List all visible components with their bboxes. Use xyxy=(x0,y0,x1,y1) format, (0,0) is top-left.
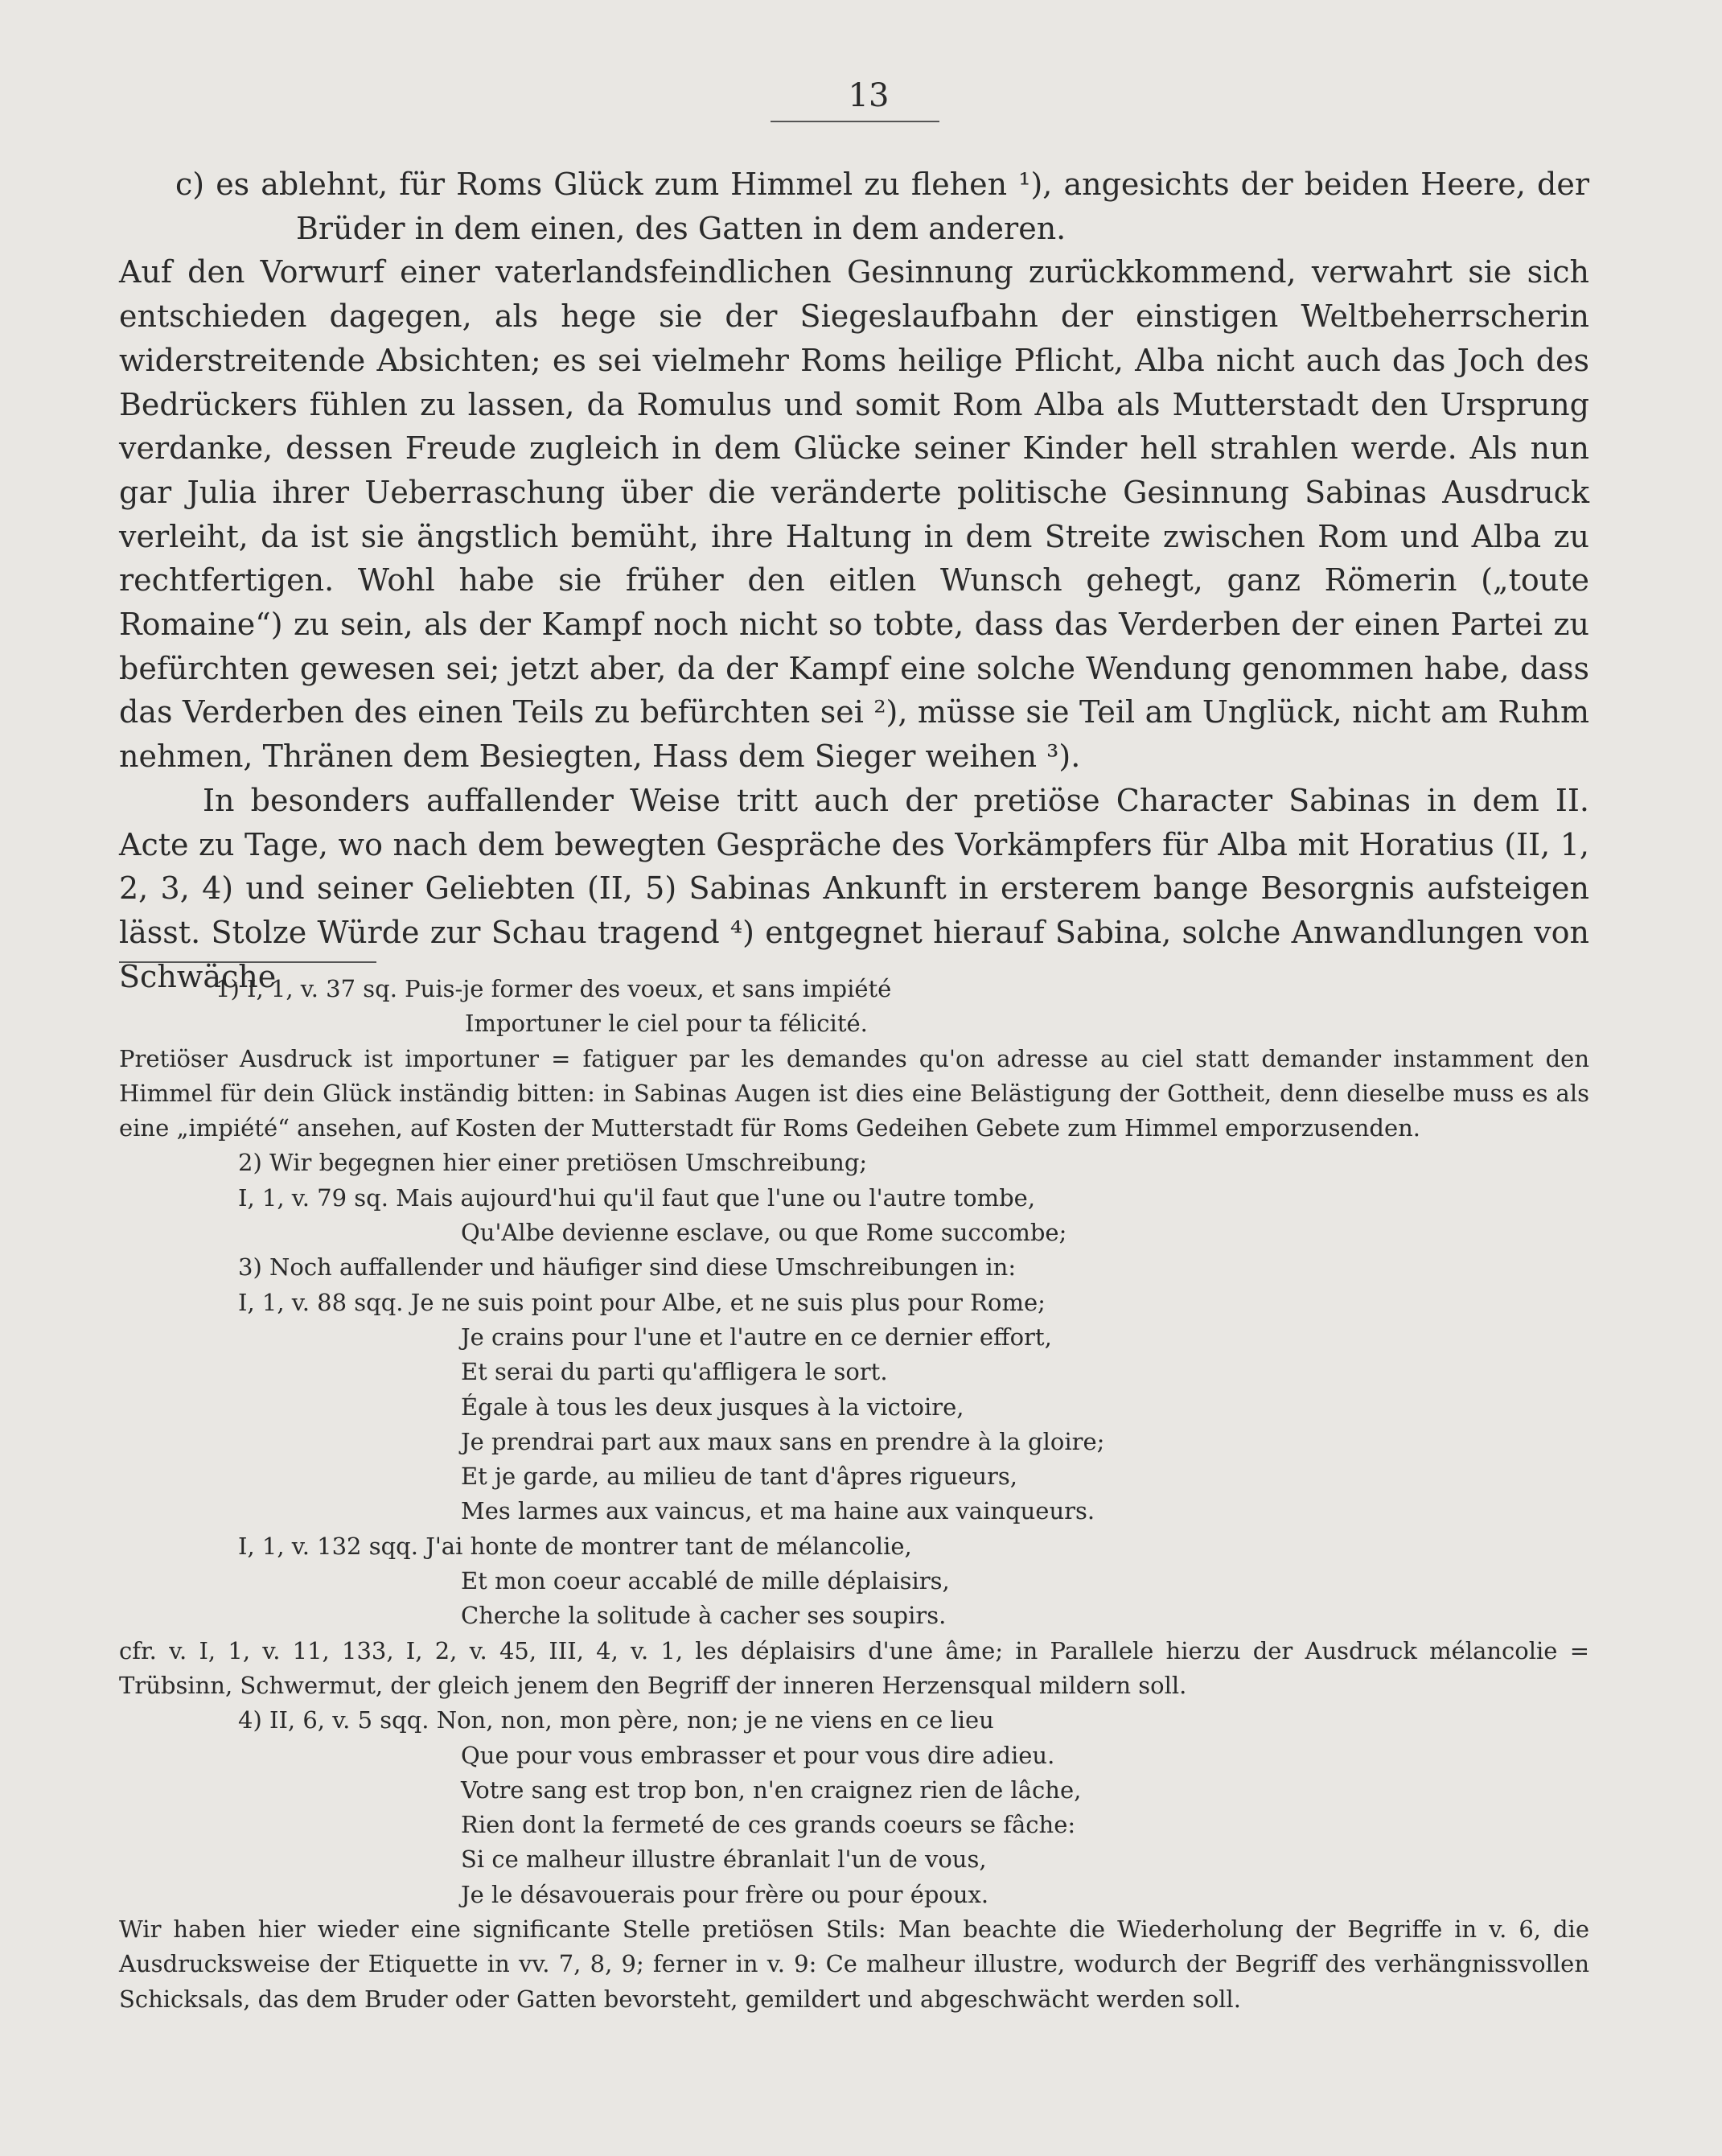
footnote-3b-ref: I, 1, v. 132 sqq. xyxy=(238,1532,418,1560)
footnote-2-ref: I, 1, v. 79 sq. xyxy=(238,1183,388,1212)
footnote-3b-quote-2: Et mon coeur accablé de mille déplaisirs, xyxy=(461,1567,950,1595)
footnote-4-quote-4: Rien dont la fermeté de ces grands coeurs se fâche: xyxy=(461,1811,1076,1839)
paragraph-c: c) es ablehnt, für Roms Glück zum Himmel zu flehen ¹), angesichts der beiden Heere, der Brüder in dem einen, des Gatten in dem anderen. xyxy=(175,167,1589,246)
footnotes xyxy=(119,972,1589,2017)
footnote-3-quote-2: Je crains pour l'une et l'autre en ce dernier effort, xyxy=(461,1323,1052,1351)
paragraph-1: Auf den Vorwurf einer vaterlandsfeindlichen Gesinnung zurückkommend, verwahrt sie sich entschieden dagegen, als hege sie der Siegeslaufbahn der einstigen Weltbeherrscherin widerstreitende Absichten; es sei vielmehr Roms heilige Pflicht, Alba nicht auch das Joch des Bedrückers fühlen zu lassen, da Romulus und somit Rom Alba als Mutterstadt den Ursprung verdanke, dessen Freude zugleich in dem Glücke seiner Kinder hell strahlen werde. Als nun gar Julia ihrer Ueberraschung über die veränderte politische Gesinnung Sabinas Ausdruck verleiht, da ist sie ängstlich bemüht, ihre Haltung in dem Streite zwischen Rom und Alba zu rechtfertigen. Wohl habe sie früher den eitlen Wunsch gehegt, ganz Römerin („toute Romaine“) zu sein, als der Kampf noch nicht so tobte, dass das Verderben der einen Partei zu befürchten gewesen sei; jetzt aber, da der Kampf eine solche Wendung genommen habe, dass das Verderben des einen Teils zu befürchten sei ²), müsse sie Teil am Unglück, nicht am Ruhm nehmen, Thränen dem Besiegten, Hass dem Sieger weihen ³). xyxy=(119,254,1589,775)
footnote-3-head: 3) Noch auffallender und häufiger sind diese Umschreibungen in: xyxy=(238,1253,1017,1282)
footnote-4-quote-6: Je le désavouerais pour frère ou pour époux. xyxy=(461,1880,989,1908)
page-number-rule xyxy=(771,121,939,122)
footnote-4-quote-2: Que pour vous embrasser et pour vous dire adieu. xyxy=(461,1741,1055,1769)
footnote-3-ref: I, 1, v. 88 sqq. xyxy=(238,1288,404,1316)
footnote-4-quote-5: Si ce malheur illustre ébranlait l'un de vous, xyxy=(461,1845,987,1874)
footnote-1-quote-2: Importuner le ciel pour ta félicité. xyxy=(465,1010,868,1038)
body-text xyxy=(119,163,1589,998)
footnote-rule xyxy=(119,961,376,963)
footnote-3-quote-1: Je ne suis point pour Albe, et ne suis plus pour Rome; xyxy=(410,1288,1046,1316)
footnote-2-line xyxy=(119,1181,1589,1216)
footnote-1-quote-line xyxy=(119,972,1589,1006)
footnote-4-quote-1: Non, non, mon père, non; je ne viens en ce lieu xyxy=(436,1706,994,1734)
footnote-2-quote-2: Qu'Albe devienne esclave, ou que Rome succombe; xyxy=(461,1219,1067,1247)
footnote-3-quote-6: Et je garde, au milieu de tant d'âpres rigueurs, xyxy=(461,1463,1017,1491)
footnote-3b-quote-3: Cherche la solitude à cacher ses soupirs. xyxy=(461,1602,947,1630)
footnote-4-quote-3: Votre sang est trop bon, n'en craignez rien de lâche, xyxy=(461,1775,1082,1804)
footnote-3-quote-7: Mes larmes aux vaincus, et ma haine aux vainqueurs. xyxy=(461,1497,1095,1525)
footnote-4-text: Wir haben hier wieder eine significante Stelle pretiösen Stils: Man beachte die Wiederholung der Begriffe in v. 6, die Ausdrucksweise der Etiquette in vv. 7, 8, 9; ferner in v. 9: Ce malheur illustre, wodurch der Begriff des verhängnissvollen Schicksals, das dem Bruder oder Gatten bevorsteht, gemildert und abgeschwächt werden soll. xyxy=(119,1915,1589,2013)
footnote-2-quote-1: Mais aujourd'hui qu'il faut que l'une ou l'autre tombe, xyxy=(396,1183,1036,1212)
footnote-3-quote-3: Et serai du parti qu'affligera le sort. xyxy=(461,1358,888,1386)
footnote-1-quote-1: Puis-je former des voeux, et sans impiété xyxy=(405,975,892,1002)
footnote-3b-quote-1: J'ai honte de montrer tant de mélancolie, xyxy=(425,1532,912,1560)
footnote-1-ref: 1) I, 1, v. 37 sq. xyxy=(216,975,397,1002)
footnote-3-quote-4: Égale à tous les deux jusques à la victoire, xyxy=(461,1393,964,1421)
footnote-3b-line xyxy=(119,1529,1589,1564)
paragraph-2: In besonders auffallender Weise tritt auch der pretiöse Character Sabinas in dem II. Acte zu Tage, wo nach dem bewegten Gespräche des Vorkämpfers für Alba mit Horatius (II, 1, 2, 3, 4) und seiner Geliebten (II, 5) Sabinas Ankunft in ersterem bange Besorgnis aufsteigen lässt. Stolze Würde zur Schau tragend ⁴) entgegnet hierauf Sabina, solche Anwandlungen von Schwäche xyxy=(119,782,1589,994)
footnote-4-ref: 4) II, 6, v. 5 sqq. xyxy=(238,1706,429,1734)
footnote-3-line xyxy=(119,1286,1589,1320)
footnote-1-text: Pretiöser Ausdruck ist importuner = fatiguer par les demandes qu'on adresse au ciel statt demander instamment den Himmel für dein Glück inständig bitten: in Sabinas Augen ist dies eine Belästigung der Gottheit, denn dieselbe muss es als eine „impiété“ ansehen, auf Kosten der Mutterstadt für Roms Gedeihen Gebete zum Himmel emporzusenden. xyxy=(119,1044,1589,1142)
footnote-3-text: cfr. v. I, 1, v. 11, 133, I, 2, v. 45, III, 4, v. 1, les déplaisirs d'une âme; in Parallele hierzu der Ausdruck mélancolie = Trübsinn, Schwermut, der gleich jenem den Begriff der inneren Herzensqual mildern soll. xyxy=(119,1636,1589,1699)
page-number: 13 xyxy=(848,77,890,114)
footnote-4-line xyxy=(119,1703,1589,1738)
footnote-2-head: 2) Wir begegnen hier einer pretiösen Umschreibung; xyxy=(238,1149,868,1177)
footnote-3-quote-5: Je prendrai part aux maux sans en prendre à la gloire; xyxy=(461,1427,1105,1455)
